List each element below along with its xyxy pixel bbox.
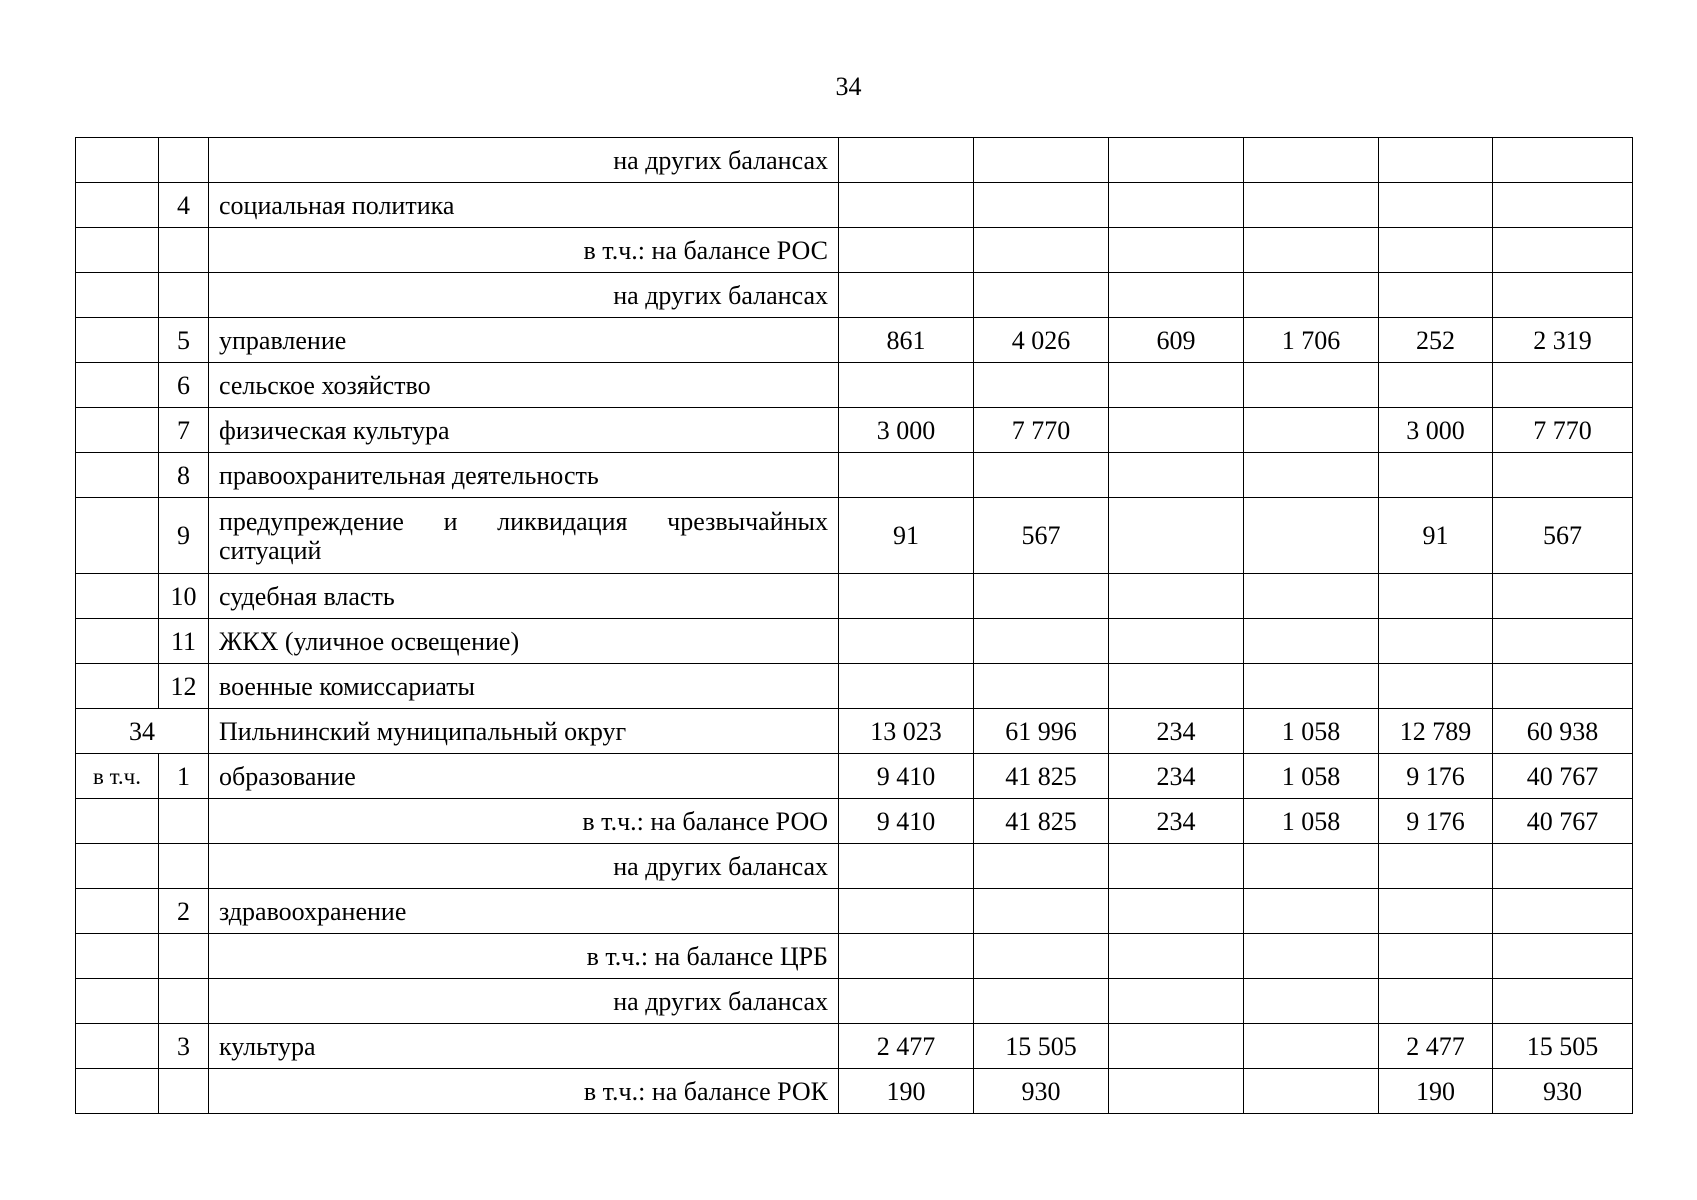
group-label-cell [76,183,159,228]
item-name-cell: судебная власть [209,574,839,619]
table-row [76,844,1633,889]
value-cell [974,934,1109,979]
value-cell: 252 [1379,318,1493,363]
value-cell [839,844,974,889]
value-cell [1109,889,1244,934]
item-name-cell: военные комиссариаты [209,664,839,709]
item-number-cell [159,228,209,273]
value-cell: 609 [1109,318,1244,363]
item-number-cell: 7 [159,408,209,453]
table-row [76,183,1633,228]
group-label-cell [76,979,159,1024]
table-row [76,228,1633,273]
value-cell [1109,979,1244,1024]
table-row [76,754,1633,799]
value-cell [974,138,1109,183]
value-cell: 60 938 [1493,709,1633,754]
value-cell [1109,1069,1244,1114]
item-number-cell [159,138,209,183]
value-cell [839,889,974,934]
table-row [76,498,1633,574]
value-cell [1109,844,1244,889]
table-row [76,889,1633,934]
value-cell [974,844,1109,889]
value-cell [1379,363,1493,408]
value-cell: 61 996 [974,709,1109,754]
value-cell [839,363,974,408]
table-row [76,408,1633,453]
value-cell [974,619,1109,664]
value-cell: 1 058 [1244,799,1379,844]
value-cell [839,228,974,273]
value-cell [1379,273,1493,318]
value-cell [1109,619,1244,664]
value-cell [1109,934,1244,979]
value-cell [839,934,974,979]
value-cell [1244,664,1379,709]
value-cell [1109,664,1244,709]
value-cell [1244,273,1379,318]
item-name-cell: предупреждение и ликвидация чрезвычайных ситуаций [209,498,839,574]
value-cell: 4 026 [974,318,1109,363]
item-number-cell [159,979,209,1024]
table-body [76,138,1633,1114]
group-label-cell [76,844,159,889]
value-cell: 1 058 [1244,709,1379,754]
item-number-cell: 5 [159,318,209,363]
value-cell: 9 410 [839,754,974,799]
item-name-cell: культура [209,1024,839,1069]
value-cell [1109,138,1244,183]
value-cell: 567 [1493,498,1633,574]
value-cell [1493,889,1633,934]
item-number-cell: 2 [159,889,209,934]
group-label-cell [76,453,159,498]
value-cell: 190 [839,1069,974,1114]
value-cell [1493,453,1633,498]
item-name-cell: на других балансах [209,844,839,889]
item-name-cell: здравоохранение [209,889,839,934]
value-cell [1379,138,1493,183]
value-cell [1379,844,1493,889]
item-number-cell [159,1069,209,1114]
value-cell: 40 767 [1493,754,1633,799]
value-cell: 3 000 [1379,408,1493,453]
value-cell [974,273,1109,318]
table-row [76,574,1633,619]
value-cell [1493,183,1633,228]
item-number-cell: 10 [159,574,209,619]
value-cell [1244,1024,1379,1069]
group-label-cell [76,934,159,979]
value-cell: 9 176 [1379,799,1493,844]
value-cell [1493,619,1633,664]
item-name-cell: на других балансах [209,979,839,1024]
value-cell: 567 [974,498,1109,574]
value-cell [839,664,974,709]
group-label-cell: в т.ч. [76,754,159,799]
value-cell [1379,183,1493,228]
item-number-cell [159,934,209,979]
value-cell [974,574,1109,619]
district-name-cell: Пильнинский муниципальный округ [209,709,839,754]
item-number-cell [159,273,209,318]
value-cell [1493,844,1633,889]
value-cell [1379,574,1493,619]
value-cell: 41 825 [974,799,1109,844]
value-cell: 40 767 [1493,799,1633,844]
item-number-cell: 4 [159,183,209,228]
value-cell [1109,363,1244,408]
value-cell: 2 477 [1379,1024,1493,1069]
budget-table [75,137,1633,1114]
value-cell [839,619,974,664]
item-number-cell: 8 [159,453,209,498]
value-cell [1379,889,1493,934]
item-number-cell: 1 [159,754,209,799]
value-cell: 41 825 [974,754,1109,799]
value-cell [974,889,1109,934]
item-number-cell: 9 [159,498,209,574]
table-row [76,453,1633,498]
value-cell [1379,619,1493,664]
value-cell [839,138,974,183]
value-cell [1109,408,1244,453]
value-cell [974,664,1109,709]
item-name-cell: физическая культура [209,408,839,453]
item-name-cell: в т.ч.: на балансе ЦРБ [209,934,839,979]
group-label-cell [76,574,159,619]
group-label-cell [76,138,159,183]
value-cell [1244,574,1379,619]
value-cell [1109,1024,1244,1069]
item-name-cell: в т.ч.: на балансе РОК [209,1069,839,1114]
group-label-cell [76,619,159,664]
value-cell: 9 176 [1379,754,1493,799]
value-cell [1109,228,1244,273]
item-name-cell: в т.ч.: на балансе РОС [209,228,839,273]
value-cell [974,979,1109,1024]
district-total-row [76,709,1633,754]
value-cell: 861 [839,318,974,363]
table-row [76,1024,1633,1069]
value-cell [1109,183,1244,228]
value-cell: 234 [1109,754,1244,799]
value-cell [1493,979,1633,1024]
value-cell [1244,138,1379,183]
value-cell: 930 [974,1069,1109,1114]
value-cell [839,183,974,228]
group-label-cell [76,363,159,408]
item-number-cell: 3 [159,1024,209,1069]
table-row [76,138,1633,183]
item-number-cell: 6 [159,363,209,408]
table-row [76,799,1633,844]
group-label-cell [76,664,159,709]
value-cell [1244,1069,1379,1114]
value-cell [839,979,974,1024]
value-cell: 930 [1493,1069,1633,1114]
value-cell [1244,228,1379,273]
value-cell [1244,844,1379,889]
value-cell: 9 410 [839,799,974,844]
item-name-cell: в т.ч.: на балансе РОО [209,799,839,844]
value-cell [1379,228,1493,273]
table-row [76,979,1633,1024]
table-row [76,934,1633,979]
value-cell [1244,619,1379,664]
group-label-cell [76,318,159,363]
value-cell [1493,664,1633,709]
value-cell [1379,453,1493,498]
value-cell [1379,934,1493,979]
value-cell [1244,408,1379,453]
value-cell [839,453,974,498]
value-cell: 2 477 [839,1024,974,1069]
value-cell [1493,138,1633,183]
group-label-cell [76,889,159,934]
value-cell: 91 [839,498,974,574]
table-row [76,1069,1633,1114]
value-cell: 1 058 [1244,754,1379,799]
value-cell [1244,498,1379,574]
value-cell: 15 505 [974,1024,1109,1069]
page-number: 34 [835,72,862,101]
value-cell [839,273,974,318]
value-cell [1379,979,1493,1024]
value-cell [1244,889,1379,934]
value-cell [974,453,1109,498]
item-name-cell: правоохранительная деятельность [209,453,839,498]
value-cell [1109,574,1244,619]
value-cell [1493,934,1633,979]
value-cell: 190 [1379,1069,1493,1114]
table-row [76,273,1633,318]
group-label-cell [76,799,159,844]
value-cell [974,183,1109,228]
value-cell: 234 [1109,799,1244,844]
item-name-cell: социальная политика [209,183,839,228]
group-label-cell [76,228,159,273]
item-name-cell: на других балансах [209,273,839,318]
value-cell [1493,363,1633,408]
value-cell: 13 023 [839,709,974,754]
item-number-cell [159,799,209,844]
table-row [76,318,1633,363]
value-cell [1493,228,1633,273]
group-label-cell [76,498,159,574]
value-cell [1109,498,1244,574]
group-label-cell [76,408,159,453]
value-cell [1109,273,1244,318]
table-row [76,363,1633,408]
item-name-cell: управление [209,318,839,363]
group-label-cell [76,273,159,318]
value-cell [1379,664,1493,709]
value-cell [1244,183,1379,228]
item-name-cell: на других балансах [209,138,839,183]
value-cell: 2 319 [1493,318,1633,363]
value-cell [1109,453,1244,498]
item-name-cell: сельское хозяйство [209,363,839,408]
group-label-cell [76,1024,159,1069]
item-number-cell: 12 [159,664,209,709]
value-cell [974,228,1109,273]
item-number-cell [159,844,209,889]
table-row [76,664,1633,709]
value-cell [1244,979,1379,1024]
value-cell [1244,363,1379,408]
value-cell [1493,273,1633,318]
value-cell [974,363,1109,408]
item-name-cell: ЖКХ (уличное освещение) [209,619,839,664]
value-cell: 1 706 [1244,318,1379,363]
district-number-cell: 34 [76,709,209,754]
value-cell: 7 770 [974,408,1109,453]
value-cell [1244,453,1379,498]
value-cell [839,574,974,619]
table-row [76,619,1633,664]
value-cell: 15 505 [1493,1024,1633,1069]
value-cell [1493,574,1633,619]
group-label-cell [76,1069,159,1114]
item-number-cell: 11 [159,619,209,664]
value-cell: 91 [1379,498,1493,574]
value-cell [1244,934,1379,979]
value-cell: 7 770 [1493,408,1633,453]
value-cell: 234 [1109,709,1244,754]
value-cell: 3 000 [839,408,974,453]
item-name-cell: образование [209,754,839,799]
value-cell: 12 789 [1379,709,1493,754]
